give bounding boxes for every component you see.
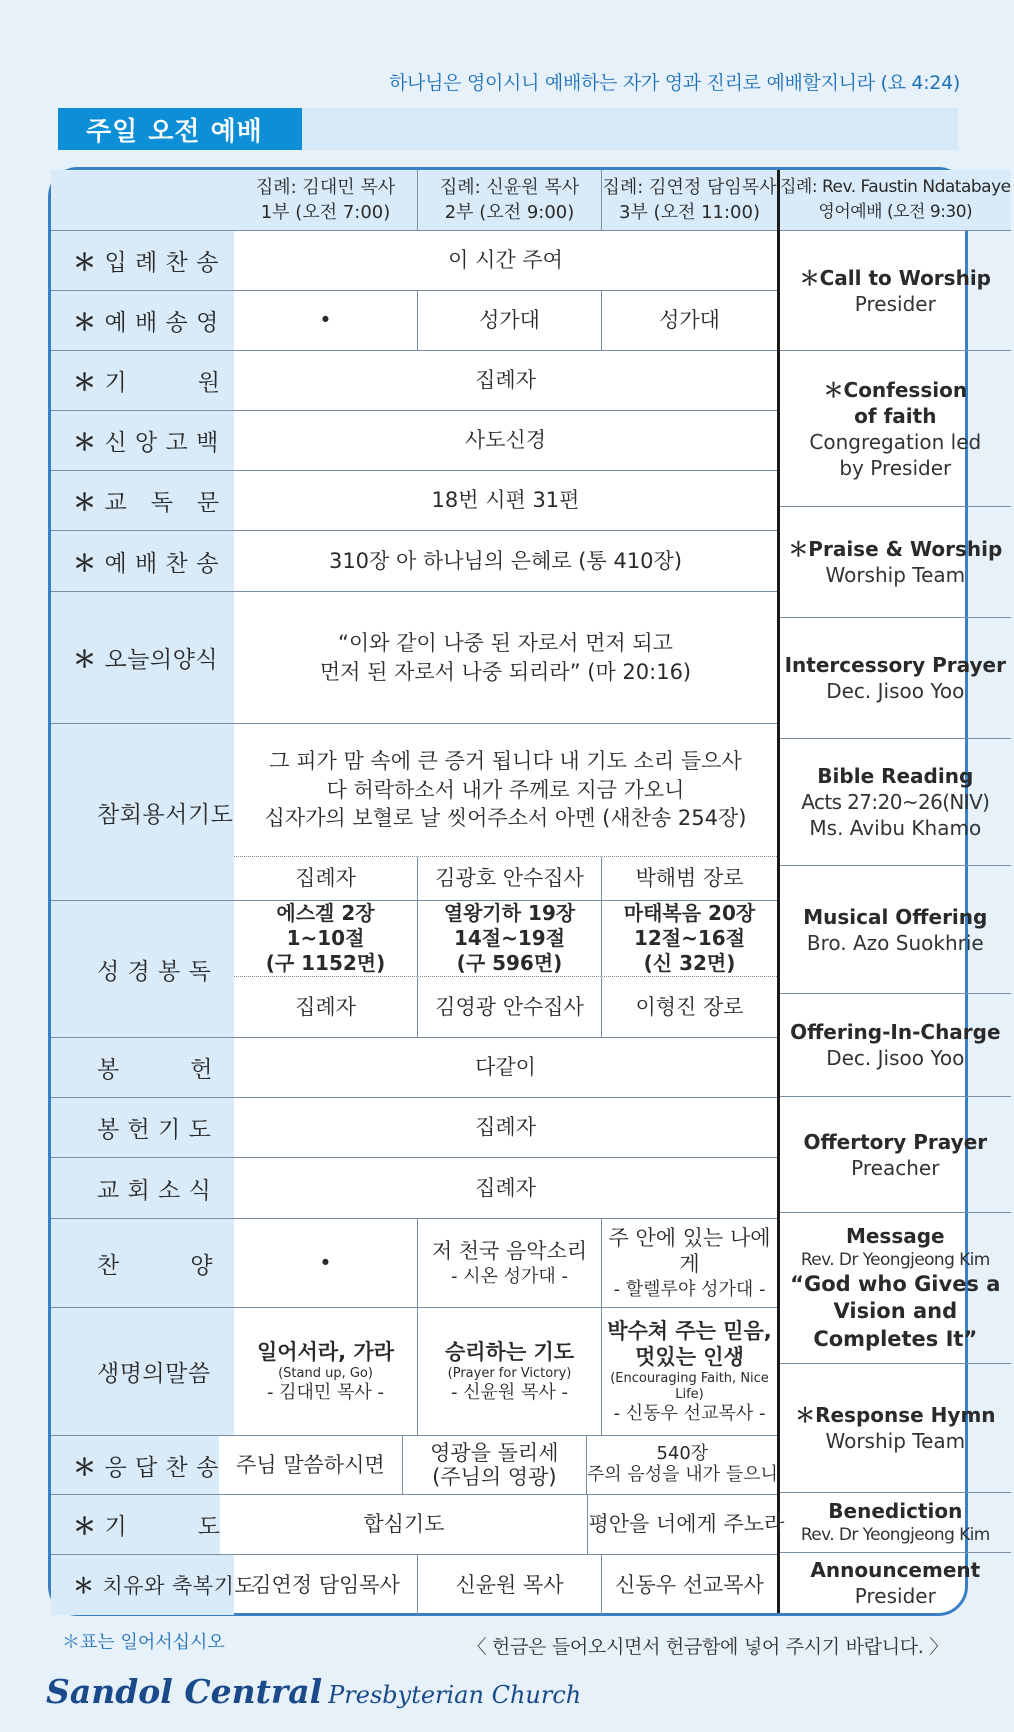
section-title: 주일 오전 예배 [58,108,302,150]
blessing-3: 신동우 선교목사 [601,1555,777,1615]
stand-marker: ＊ [73,250,97,276]
row-label: 찬 양 [51,1219,234,1307]
passage: 마태복음 20장 [623,901,756,925]
value-2: 성가대 [417,291,601,350]
anthem-title: 주 안에 있는 나에게 [608,1225,771,1277]
sermon-title: “God who Gives a [790,1272,1001,1297]
item-detail: Ms. Avibu Khamo [809,816,982,840]
row-label [51,291,234,350]
section-header [58,108,958,150]
officiant: 집례: 김연정 담임목사 [602,176,777,198]
sermon-title: 승리하는 기도 [444,1339,575,1364]
english-item-offertory-prayer [780,1097,1011,1213]
item-title: ＊Response Hymn [795,1403,996,1427]
english-item-musical-offering [780,866,1011,994]
row-value: 다같이 [475,1055,536,1080]
sermon-title-en: (Encouraging Faith, Nice Life) [610,1371,769,1402]
reading-1 [234,901,417,976]
label-text: 기 원 [104,370,221,396]
row-invocation [51,351,777,411]
english-item-intercessory [780,618,1011,739]
offering-note: 〈 헌금은 들어오시면서 헌금함에 넣어 주시기 바랍니다. 〉 [467,1636,948,1658]
page: (구 596면) [456,951,563,975]
sermon-title-en: (Prayer for Victory) [447,1365,572,1381]
label-text: 예 배 송 영 [104,310,219,336]
label-text: 오늘의양식 [104,647,219,673]
stand-marker: ＊ [73,1454,97,1481]
service-2-header [417,170,601,230]
english-item-offering-in-charge [780,994,1011,1097]
label-text: 기 도 [104,1514,221,1540]
table-header-row [51,170,777,231]
reader-1: 집례자 [295,994,356,1019]
item-title: Intercessory Prayer [784,653,1006,677]
row-value: 18번 시편 31편 [431,488,580,513]
service-time: 영어예배 (오전 9:30) [818,202,973,222]
stand-marker: ＊ [73,550,97,577]
blessing-2: 신윤원 목사 [417,1555,601,1615]
item-title: Announcement [810,1558,981,1582]
item-detail: Worship Team [825,1429,966,1453]
header-blank [51,170,234,230]
item-title: Message [845,1224,945,1248]
item-title: ＊Call to Worship [799,265,991,290]
anthem-3 [601,1219,777,1307]
stand-marker: ＊ [73,647,97,673]
label-text: 치유와 축복기도 [102,1574,256,1598]
reader-2: 김영광 안수집사 [417,977,601,1037]
service-1-header [234,170,417,230]
stand-marker: ＊ [73,1574,95,1598]
row-label [51,1495,220,1554]
item-detail: Rev. Dr Yeongjeong Kim [800,1250,990,1270]
hymn-line: 그 피가 맘 속에 큰 증거 됩니다 내 기도 소리 들으사 [269,749,742,774]
item-detail: Rev. Dr Yeongjeong Kim [800,1525,990,1546]
row-scripture-reading [51,901,777,1038]
choir-name: - 시온 성가대 - [450,1265,569,1287]
row-value [234,592,777,723]
passage: 열왕기하 19장 [443,901,576,925]
preacher: - 김대민 목사 - [266,1382,385,1404]
item-detail: Bro. Azo Suokhrie [806,930,984,955]
item-title: Offertory Prayer [803,1129,988,1154]
sermon-1 [234,1308,417,1435]
officiant: 집례: Rev. Faustin Ndatabaye [780,177,1011,198]
row-value: 집례자 [475,1115,536,1140]
row-value: 310장 아 하나님의 은혜로 (통 410장) [328,548,683,573]
item-detail: Acts 27:20~26(NIV) [801,790,990,814]
hymn-line: 다 허락하소서 내가 주께로 지금 가오니 [326,777,685,802]
anthem-2 [417,1219,601,1307]
verses: 14절~19절 [453,926,566,950]
brand-name: Sandol Central [46,1672,323,1711]
response-2 [402,1436,586,1494]
item-title: Offering-In-Charge [790,1020,1001,1044]
item-detail: Presider [854,1584,936,1608]
label-text: 응 답 찬 송 [104,1454,219,1481]
sermon-title: 멋있는 인생 [635,1345,744,1370]
row-label [51,531,234,591]
row-label [51,411,234,470]
row-responsive-reading [51,471,777,531]
label-text: 예 배 찬 송 [104,550,219,577]
verses: 1~10절 [286,926,365,950]
english-item-benediction [780,1493,1011,1553]
row-label: 교 회 소 식 [51,1158,234,1218]
row-prayer [51,1495,785,1555]
row-anthem [51,1219,777,1308]
choir-name: - 할렐루야 성가대 - [613,1279,766,1301]
korean-services-column [51,170,785,1613]
quote-line: 먼저 된 자로서 나중 되리라” (마 20:16) [319,659,692,684]
row-label: 봉 헌 기 도 [51,1098,234,1157]
service-time: 1부 (오전 7:00) [260,202,391,223]
hymn-title: 주의 음성을 내가 들으니 [586,1464,778,1485]
page: (신 32면) [643,951,736,975]
item-title: Musical Offering [803,904,988,929]
english-item-response-hymn [780,1364,1011,1493]
anthem-title: 저 천국 음악소리 [431,1239,588,1264]
row-announcements [51,1158,777,1219]
row-healing-blessing [51,1555,777,1615]
stand-marker: ＊ [73,430,97,456]
row-label [51,231,234,290]
row-value: 집례자 [475,1175,536,1200]
english-item-announcement [780,1553,1011,1613]
hymn-line: 십자가의 보혈로 날 씻어주소서 아멘 (새찬송 254장) [264,806,747,831]
prayer-3: 평안을 너에게 주노라 [587,1495,784,1554]
sermon-3 [601,1308,777,1435]
brand-subtitle: Presbyterian Church [328,1681,582,1709]
item-title: ＊Confession [823,377,968,402]
sermon-2 [417,1308,601,1435]
english-item-call [780,231,1011,351]
hymn-title: 영광을 돌리세 [430,1440,559,1465]
english-item-praise [780,507,1011,618]
verses: 12절~16절 [633,926,746,950]
row-label [51,351,234,410]
english-item-bible-reading [780,739,1011,866]
sermon-title: Completes It” [813,1326,978,1351]
hymn-subtitle: (주님의 영광) [432,1465,557,1489]
item-title: Bible Reading [817,764,974,788]
row-sermon [51,1308,777,1436]
service-3-header [601,170,777,230]
item-detail: Presider [854,291,936,316]
service-time: 3부 (오전 11:00) [619,202,760,223]
item-title: ＊Praise & Worship [788,537,1003,561]
reading-3 [601,901,777,976]
stand-marker: ＊ [73,310,97,336]
passage: 에스겔 2장 [276,901,375,925]
response-1: 주님 말씀하시면 [235,1452,385,1477]
officiant: 집례: 김대민 목사 [255,176,396,198]
english-item-message [780,1213,1011,1364]
label-text: 교 독 문 [104,490,220,516]
scripture-verse: 하나님은 영이시니 예배하는 자가 영과 진리로 예배할지니라 (요 4:24) [388,72,960,94]
stand-note: ＊표는 일어서십시오 [62,1632,225,1653]
item-detail: Preacher [851,1155,940,1180]
preacher: - 신윤원 목사 - [450,1382,569,1404]
label-text: 신 앙 고 백 [104,430,219,456]
row-hymn [51,531,777,592]
prayer-1-2: 합심기도 [363,1512,445,1537]
item-title: Benediction [828,1499,963,1524]
row-call [51,231,777,291]
row-value: 사도신경 [464,428,547,453]
row-label: 참회용서기도 [51,724,234,900]
row-label [51,471,234,530]
row-confession [51,724,777,901]
row-daily-bread [51,592,777,724]
reading-2 [417,901,601,976]
value-3: 성가대 [601,291,777,350]
english-service-column [780,170,1011,1613]
row-label: 생명의말씀 [51,1308,234,1435]
leader-3: 박해범 장로 [601,857,777,900]
row-offering [51,1038,777,1098]
row-label [51,1436,219,1494]
row-response-hymn [51,1436,777,1495]
preacher: - 신동우 선교목사 - [613,1403,766,1425]
item-detail: Dec. Jisoo Yoo [826,679,965,703]
sermon-title: Vision and [833,1299,958,1324]
response-3 [586,1436,778,1494]
anthem-1: • [319,1250,332,1275]
row-label [51,1555,256,1615]
item-detail: Worship Team [825,563,966,587]
item-detail: Dec. Jisoo Yoo [826,1046,965,1070]
row-creed [51,411,777,471]
stand-marker: ＊ [73,370,97,396]
service-time: 2부 (오전 9:00) [444,202,575,223]
sermon-title-en: (Stand up, Go) [278,1365,373,1381]
sermon-title: 일어서라, 가라 [256,1339,394,1364]
hymn-number: 540장 [656,1443,709,1465]
reader-3: 이형진 장로 [601,977,777,1037]
page: (구 1152면) [265,951,386,975]
leader-2: 김광호 안수집사 [417,857,601,900]
worship-order-table [48,167,1011,1616]
leader-1: 집례자 [295,866,356,891]
row-praise [51,291,777,351]
english-item-confession [780,351,1011,507]
row-offertory-prayer [51,1098,777,1158]
label-text: 입 례 찬 송 [104,250,219,276]
value-1: • [319,308,332,333]
confession-hymn [234,724,777,856]
row-label: 성 경 봉 독 [51,901,234,1037]
row-value: 집례자 [475,368,536,393]
sermon-title: 박수쳐 주는 믿음, [607,1318,772,1343]
english-service-header [780,170,1011,231]
officiant: 집례: 신윤원 목사 [439,176,580,198]
item-detail: Congregation led [809,429,982,454]
row-value: 이 시간 주여 [448,248,563,273]
row-label: 봉 헌 [51,1038,234,1097]
stand-marker: ＊ [73,490,97,516]
blessing-1: 김연정 담임목사 [251,1572,400,1597]
item-detail: by Presider [839,455,952,480]
quote-line: “이와 같이 나중 된 자로서 먼저 되고 [338,631,673,656]
stand-marker: ＊ [73,1514,97,1540]
item-title: of faith [854,403,937,428]
row-label [51,592,234,723]
church-logo [46,1672,581,1711]
